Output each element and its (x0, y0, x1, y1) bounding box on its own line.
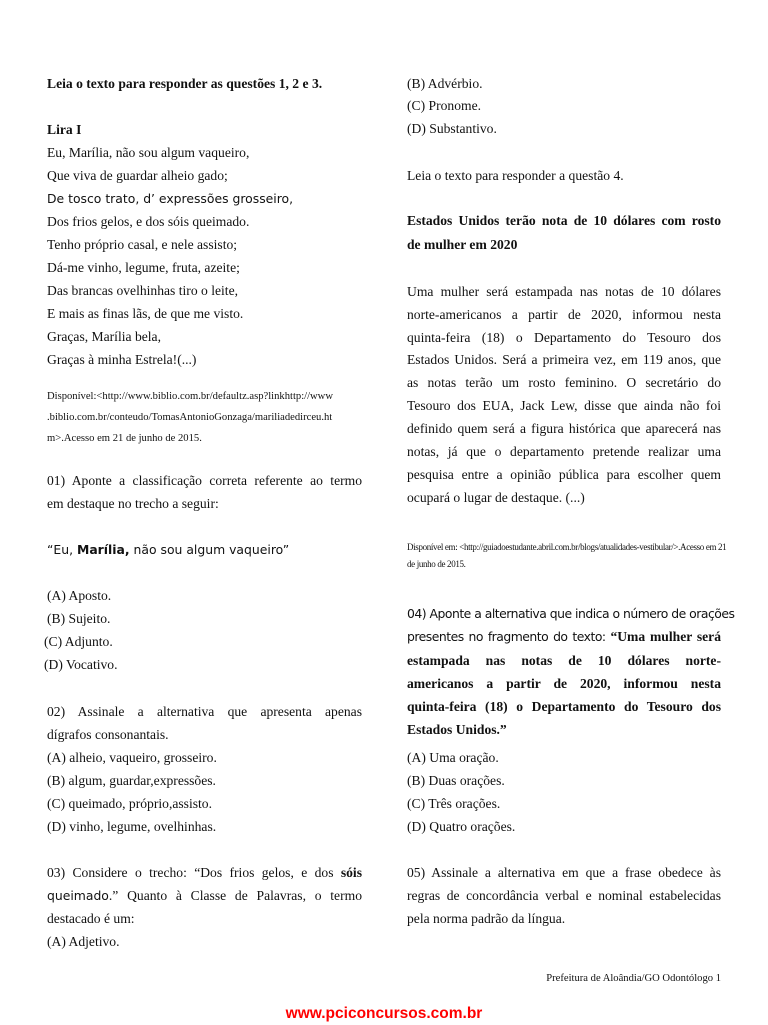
article-line: ocupará o lugar de destaque. (...) (407, 490, 585, 505)
poem-line: Dos frios gelos, e dos sóis queimado. (47, 214, 250, 229)
poem-line: Graças, Marília bela, (47, 329, 161, 344)
article-source: de junho de 2015. (407, 559, 466, 569)
question-03-stem: destacado é um: (47, 911, 135, 926)
poem-line: Que viva de guardar alheio gado; (47, 168, 228, 183)
poem-line: Eu, Marília, não sou algum vaqueiro, (47, 145, 250, 160)
poem-source: .biblio.com.br/conteudo/TomasAntonioGonzaga/mariliadedirceu.ht (47, 412, 333, 423)
article-line: as notas terão um rosto feminino. O secretário do (407, 375, 721, 390)
question-05-stem: pela norma padrão da língua. (407, 911, 566, 926)
question-01-stem: 01) Aponte a classificação correta referente ao termo (47, 473, 362, 488)
poem-title: Lira I (47, 122, 82, 137)
option-b: (B) Duas orações. (407, 773, 505, 788)
article-line: notas, já que o departamento pretende realizar uma (407, 444, 721, 459)
question-04-stem: 04) Aponte a alternativa que indica o número de orações (407, 606, 735, 621)
option-d: (D) Substantivo. (407, 121, 497, 136)
question-02-stem: dígrafos consonantais. (47, 727, 169, 742)
article-line: Tesouro dos EUA, Jack Lew, disse que ainda não foi (407, 398, 721, 413)
question-04-fragment: quinta-feira (18) o Departamento do Tesouro dos (407, 699, 721, 714)
poem-source: Disponível:<http://www.biblio.com.br/defaultz.asp?linkhttp://www (47, 391, 333, 402)
poem-source: m>.Acesso em 21 de junho de 2015. (47, 433, 202, 444)
question-01-stem: em destaque no trecho a seguir: (47, 496, 219, 511)
article-line: Estados Unidos. Será a primeira vez, em 119 anos, que (407, 352, 721, 367)
option-a: (A) Aposto. (47, 588, 112, 603)
poem-line: Graças à minha Estrela!(...) (47, 352, 197, 367)
option-a: (A) Adjetivo. (47, 934, 120, 949)
poem-line: Das brancas ovelhinhas tiro o leite, (47, 283, 239, 298)
question-04-fragment: americanos a partir de 2020, informou nesta (407, 676, 721, 691)
highlighted-term: Marília, (76, 542, 130, 557)
question-05-stem: 05) Assinale a alternativa em que a frase obedece às (407, 865, 721, 880)
poem-line: De tosco trato, d’ expressões grosseiro, (47, 191, 294, 206)
poem-line: Dá-me vinho, legume, fruta, azeite; (47, 260, 240, 275)
article-line: quinta-feira (18) o Departamento do Tesouro dos (407, 330, 721, 345)
option-b: (B) Advérbio. (407, 76, 483, 91)
option-a: (A) Uma oração. (407, 750, 499, 765)
question-02-stem: 02) Assinale a alternativa que apresenta apenas (47, 704, 362, 719)
reading-instruction: Leia o texto para responder as questões 1, 2 e 3. (47, 76, 323, 91)
page-footer: Prefeitura de Aloândia/GO Odontólogo 1 (546, 973, 721, 984)
question-03-stem: 03) Considere o trecho: “Dos frios gelos, e dos sóis (47, 865, 362, 880)
option-c: (C) Três orações. (407, 796, 501, 811)
article-line: Uma mulher será estampada nas notas de 10 dólares (407, 284, 721, 299)
article-title: de mulher em 2020 (407, 237, 518, 252)
option-b: (B) algum, guardar,expressões. (47, 773, 216, 788)
question-03-stem: queimado.” Quanto à Classe de Palavras, o termo (47, 888, 362, 903)
reading-instruction: Leia o texto para responder a questão 4. (407, 168, 624, 183)
question-04-stem: presentes no fragmento do texto: “Uma mulher será (407, 629, 721, 644)
option-d: (D) Vocativo. (44, 657, 118, 672)
option-d: (D) vinho, legume, ovelhinhas. (47, 819, 217, 834)
option-c: (C) Pronome. (407, 98, 482, 113)
article-source: Disponível em: <http://guiadoestudante.abril.com.br/blogs/atualidades-vestibular/>.Acesso em 21 (407, 542, 727, 552)
article-line: pesquisa entre a opinião pública para escolher quem (407, 467, 721, 482)
article-line: norte-americanos a partir de 2020, informou nesta (407, 307, 721, 322)
poem-line: E mais as finas lãs, de que me visto. (47, 306, 244, 321)
poem-line: Tenho próprio casal, e nele assisto; (47, 237, 238, 252)
question-04-fragment: estampada nas notas de 10 dólares norte- (407, 653, 721, 668)
option-c: (C) queimado, próprio,assisto. (47, 796, 212, 811)
article-line: definido quem será a figura histórica que aparecerá nas (407, 421, 721, 436)
site-watermark-link[interactable]: www.pciconcursos.com.br (285, 1005, 483, 1022)
question-01-quote: “Eu, Marília, não sou algum vaqueiro” (47, 542, 290, 557)
option-b: (B) Sujeito. (47, 611, 111, 626)
question-05-stem: regras de concordância verbal e nominal estabelecidas (407, 888, 721, 903)
option-c: (C) Adjunto. (44, 634, 113, 649)
article-title: Estados Unidos terão nota de 10 dólares com rosto (407, 213, 721, 228)
option-a: (A) alheio, vaqueiro, grosseiro. (47, 750, 217, 765)
option-d: (D) Quatro orações. (407, 819, 516, 834)
question-04-fragment: Estados Unidos.” (407, 722, 507, 737)
